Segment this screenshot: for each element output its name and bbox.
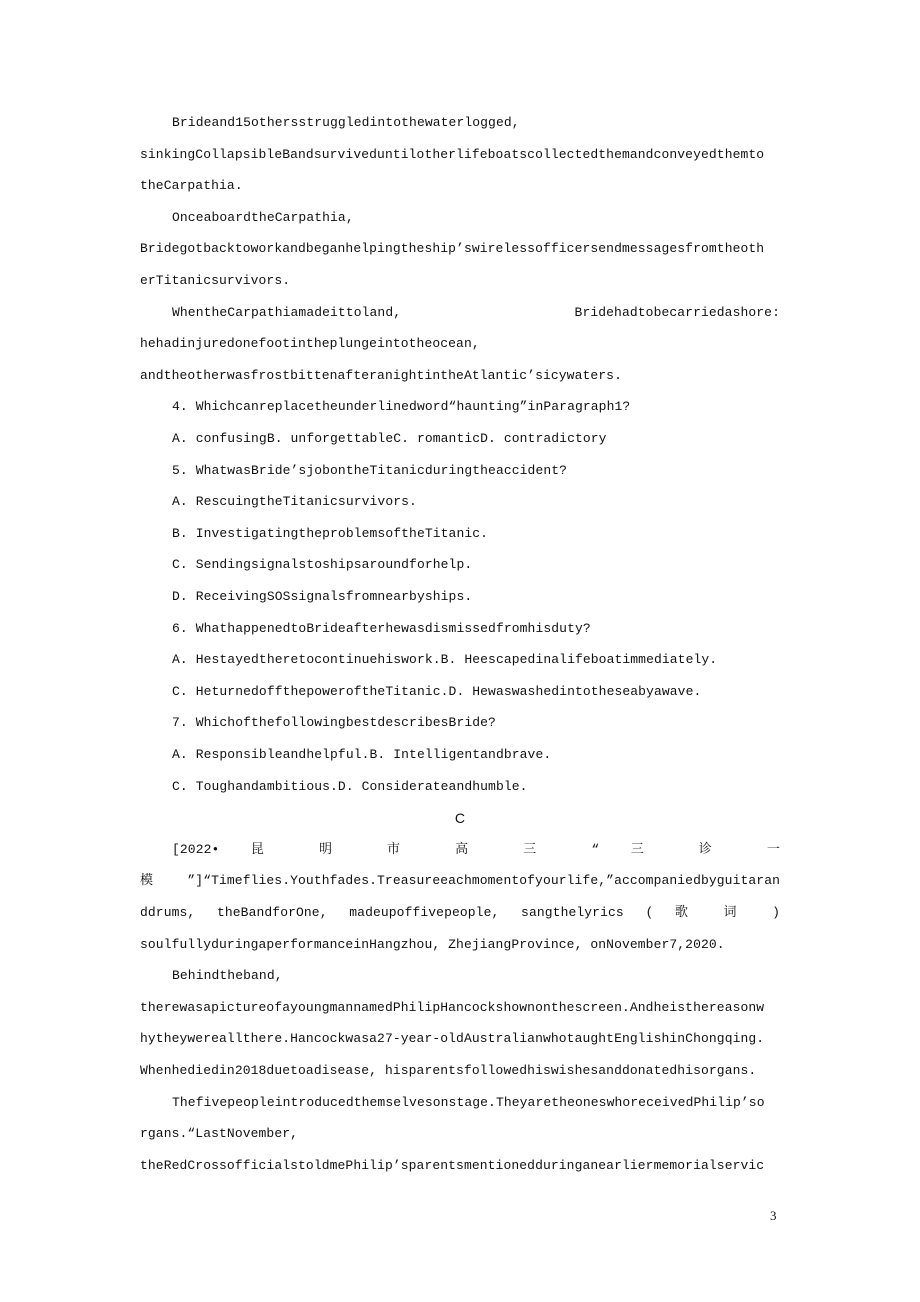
text-line: andtheotherwasfrostbittenafteranightintheAtlantic’sicywaters. <box>140 367 622 383</box>
text-line: Behindtheband, <box>172 968 283 984</box>
text-line: 5. WhatwasBride’sjobontheTitanicduringtheaccident? <box>172 462 568 478</box>
text-line: Thefivepeopleintroducedthemselvesonstage.TheyaretheoneswhoreceivedPhilip’so <box>172 1094 765 1110</box>
page-number: 3 <box>770 1208 777 1223</box>
text-line: erTitanicsurvivors. <box>140 273 291 288</box>
section-heading: C <box>454 810 466 827</box>
text-line: 6. WhathappenedtoBrideafterhewasdismissedfromhisduty? <box>172 620 591 636</box>
text-line: ddrums, theBandforOne, madeupoffivepeople, sangthelyrics ( 歌 词 ) <box>140 905 780 920</box>
text-line: D. ReceivingSOSsignalsfromnearbyships. <box>172 589 473 604</box>
text-line: hytheywereallthere.Hancockwasa27-year-oldAustralianwhotaughtEnglishinChongqing. <box>140 1031 765 1047</box>
text-line: A. RescuingtheTitanicsurvivors. <box>172 494 417 510</box>
text-line: rgans.“LastNovember, <box>140 1126 299 1142</box>
text-line: A. Hestayedtheretocontinuehiswork.B. Heescapedinalifeboatimmediately. <box>172 652 718 668</box>
text-line: A. confusingB. unforgettableC. romanticD. contradictory <box>172 431 607 446</box>
text-line: C. Sendingsignalstoshipsaroundforhelp. <box>172 557 473 573</box>
text-line: therewasapictureofayoungmannamedPhilipHancockshownonthescreen.Andheisthereasonw <box>140 999 765 1015</box>
text-line: theRedCrossofficialstoldmePhilip’sparentsmentionedduringanearliermemorialservic <box>140 1157 765 1173</box>
text-line: 7. WhichofthefollowingbestdescribesBride? <box>172 715 496 731</box>
text-line: OnceaboardtheCarpathia, <box>172 209 354 225</box>
text-line: soulfullyduringaperformanceinHangzhou, ZhejiangProvince, onNovember7,2020. <box>140 936 725 952</box>
text-line: Bridegotbacktoworkandbeganhelpingtheship’swirelessofficersendmessagesfromtheoth <box>140 241 765 257</box>
text-line: Whenhediedin2018duetoadisease, hisparentsfollowedhiswishesanddonatedhisorgans. <box>140 1063 757 1078</box>
text-line: C. HeturnedoffthepoweroftheTitanic.D. Hewaswashedintotheseabyawave. <box>172 683 702 699</box>
text-line: B. InvestigatingtheproblemsoftheTitanic. <box>172 525 489 541</box>
text-line: 模”]“Timeflies.Youthfades.Treasureeachmomentofyourlife,”accompaniedbyguitaran <box>140 873 780 889</box>
text-line: [2022• 昆 明 市 高 三 “ 三 诊 一 <box>172 841 780 857</box>
text-line: WhentheCarpathiamadeittoland, Bridehadtobecarriedashore: <box>172 304 780 320</box>
text-line: C. Toughandambitious.D. Considerateandhumble. <box>172 778 528 794</box>
text-line: sinkingCollapsibleBandsurviveduntilotherlifeboatscollectedthemandconveyedthemto <box>140 146 765 162</box>
text-line: Brideand15othersstruggledintothewaterlogged, <box>172 115 520 130</box>
text-line: theCarpathia. <box>140 178 243 194</box>
text-line: A. Responsibleandhelpful.B. Intelligentandbrave. <box>172 747 552 762</box>
text-line: 4. Whichcanreplacetheunderlinedword“haunting”inParagraph1? <box>172 399 631 415</box>
text-line: hehadinjuredonefootintheplungeintotheocean, <box>140 336 480 352</box>
